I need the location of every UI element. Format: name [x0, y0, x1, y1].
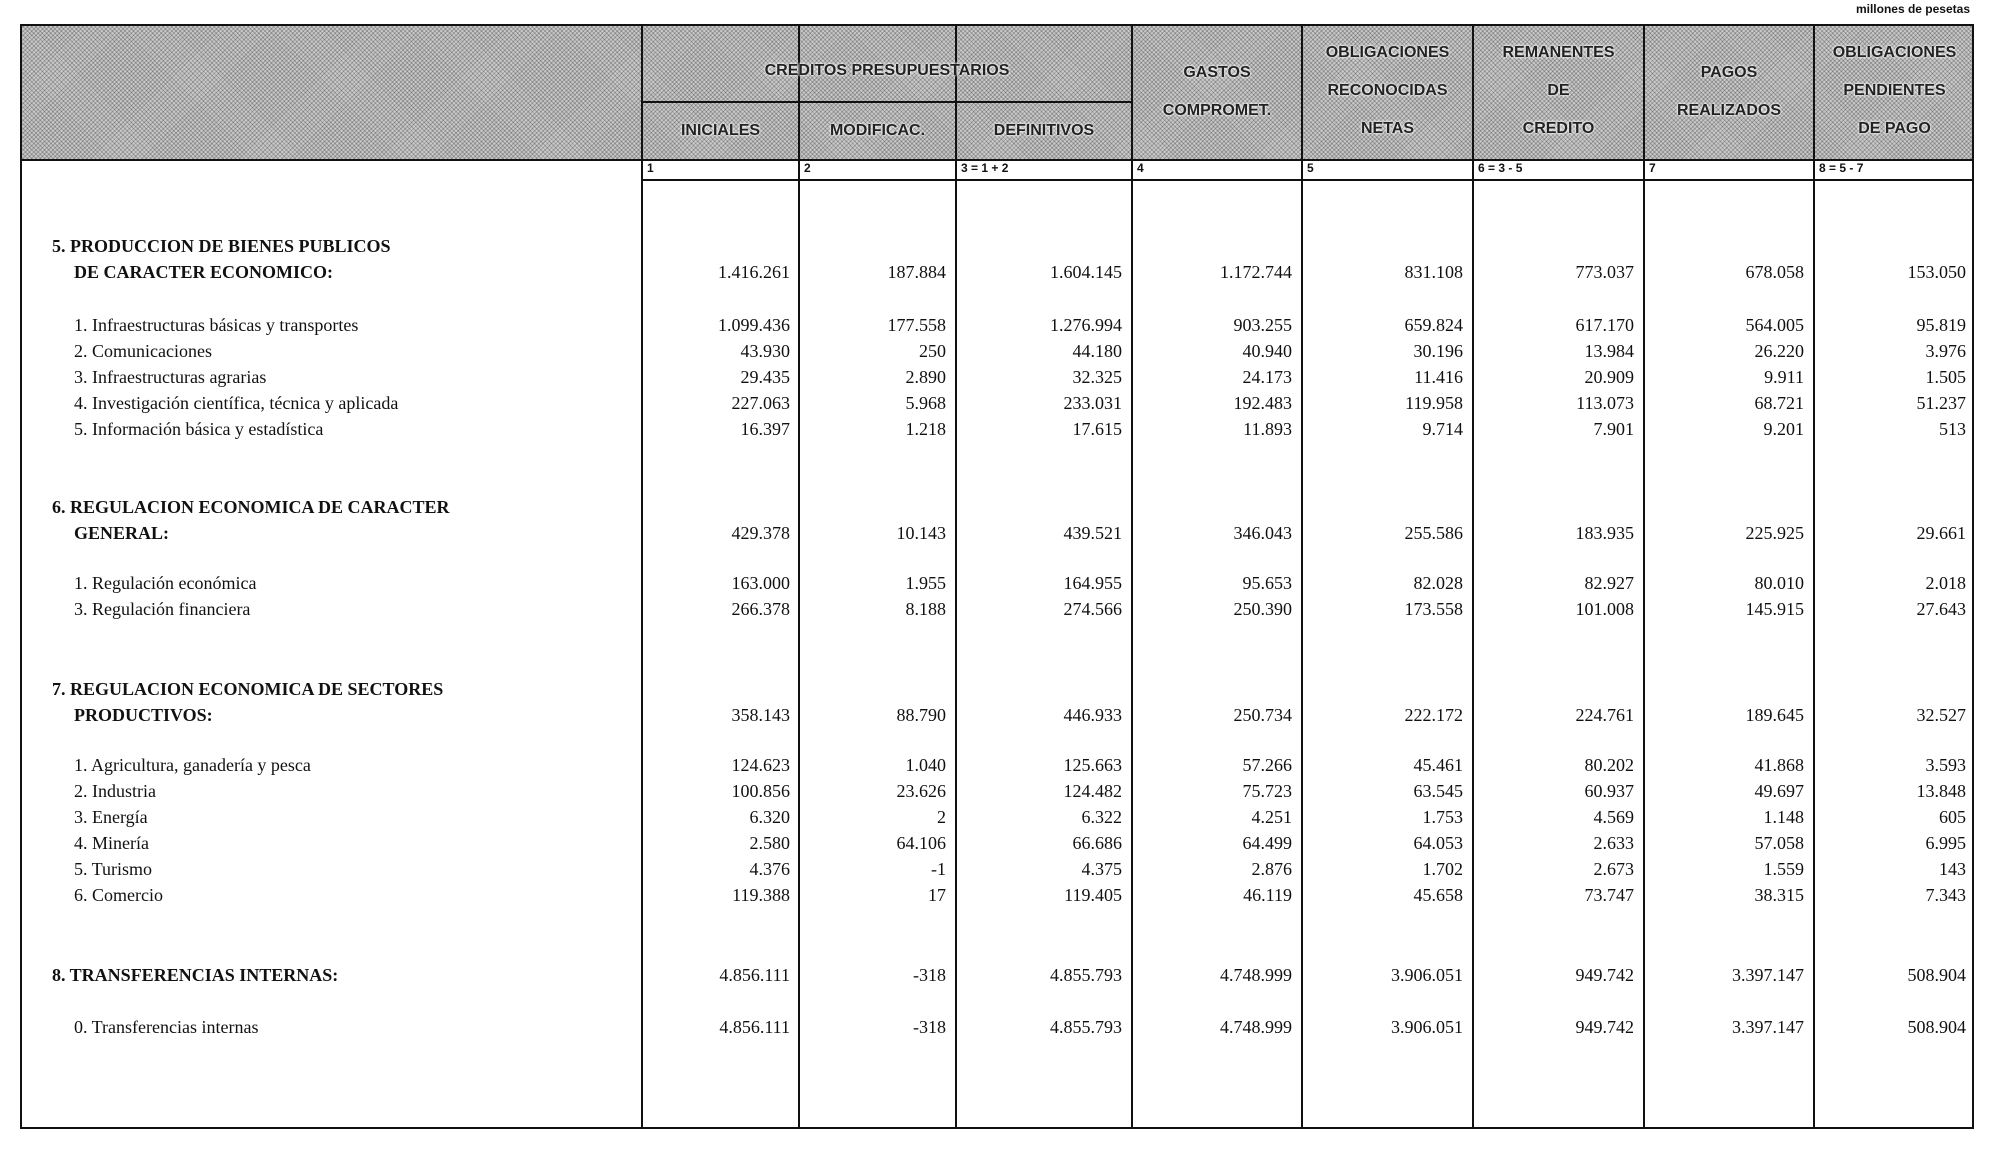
cell-value: 23.626: [896, 781, 946, 801]
row-label: 5. Información básica y estadística: [74, 419, 324, 439]
cell-value: 224.761: [1575, 705, 1634, 725]
column-number-6: 6 = 3 - 5: [1478, 161, 1523, 175]
cell-value: 446.933: [1063, 705, 1122, 725]
row-label: 1. Infraestructuras básicas y transportes: [74, 315, 359, 335]
cell-value: 1.218: [905, 419, 946, 439]
cell-value: 3.976: [1925, 341, 1966, 361]
cell-value: 678.058: [1745, 262, 1804, 282]
cell-value: 225.925: [1745, 523, 1804, 543]
cell-value: -1: [931, 859, 946, 879]
cell-value: 4.748.999: [1220, 965, 1292, 985]
cell-value: 4.855.793: [1050, 1017, 1122, 1037]
cell-value: 1.559: [1763, 859, 1804, 879]
cell-value: 17: [928, 885, 946, 905]
cell-value: 439.521: [1063, 523, 1122, 543]
table-row: [0, 259, 2000, 285]
cell-value: 1.099.436: [718, 315, 790, 335]
cell-value: 189.645: [1745, 705, 1804, 725]
row-label: 1. Regulación económica: [74, 573, 257, 593]
cell-value: 64.499: [1242, 833, 1292, 853]
row-label: 2. Industria: [74, 781, 156, 801]
cell-value: 17.615: [1072, 419, 1122, 439]
cell-value: 2.633: [1593, 833, 1634, 853]
cell-value: 2.580: [749, 833, 790, 853]
cell-value: 66.686: [1072, 833, 1122, 853]
table-row: [0, 882, 2000, 908]
row-label: 6. Comercio: [74, 885, 163, 905]
table-row: [0, 752, 2000, 778]
cell-value: 2.673: [1593, 859, 1634, 879]
cell-value: 227.063: [731, 393, 790, 413]
cell-value: 187.884: [887, 262, 946, 282]
cell-value: 153.050: [1907, 262, 1966, 282]
cell-value: 4.856.111: [719, 965, 790, 985]
cell-value: 4.856.111: [719, 1017, 790, 1037]
column-number-2: 2: [804, 161, 811, 175]
column-number-1: 1: [647, 161, 654, 175]
header-oblig-line1: OBLIGACIONES: [1325, 44, 1450, 61]
cell-value: 119.405: [1064, 885, 1122, 905]
cell-value: 1.148: [1763, 807, 1804, 827]
cell-value: 831.108: [1404, 262, 1463, 282]
cell-value: 233.031: [1063, 393, 1122, 413]
cell-value: 1.172.744: [1220, 262, 1292, 282]
cell-value: 95.819: [1916, 315, 1966, 335]
row-label: GENERAL:: [74, 523, 170, 543]
header-obligaciones-reconocidas: [1303, 34, 1472, 148]
cell-value: 605: [1939, 807, 1966, 827]
cell-value: 4.569: [1593, 807, 1634, 827]
cell-value: 26.220: [1754, 341, 1804, 361]
cell-value: 3.397.147: [1732, 1017, 1804, 1037]
cell-value: 57.058: [1754, 833, 1804, 853]
cell-value: 177.558: [887, 315, 946, 335]
cell-value: 75.723: [1242, 781, 1292, 801]
cell-value: 51.237: [1916, 393, 1966, 413]
table-row: [0, 778, 2000, 804]
cell-value: 44.180: [1072, 341, 1122, 361]
cell-value: 82.028: [1413, 573, 1463, 593]
cell-value: 903.255: [1233, 315, 1292, 335]
row-label: 2. Comunicaciones: [74, 341, 212, 361]
header-pend-line3: DE PAGO: [1858, 120, 1931, 137]
row-label: 5. PRODUCCION DE BIENES PUBLICOS: [52, 236, 391, 256]
cell-value: 2.890: [905, 367, 946, 387]
header-oblig-line2: RECONOCIDAS: [1327, 82, 1448, 99]
cell-value: 773.037: [1575, 262, 1634, 282]
cell-value: -318: [913, 965, 946, 985]
cell-value: 124.623: [731, 755, 790, 775]
row-label: 8. TRANSFERENCIAS INTERNAS:: [52, 965, 339, 985]
cell-value: 255.586: [1404, 523, 1463, 543]
header-reman-line1: REMANENTES: [1502, 44, 1615, 61]
cell-value: 183.935: [1575, 523, 1634, 543]
table-row: [0, 570, 2000, 596]
table-row: [0, 1014, 2000, 1040]
cell-value: 38.315: [1754, 885, 1804, 905]
cell-value: 119.958: [1405, 393, 1463, 413]
cell-value: 24.173: [1242, 367, 1292, 387]
cell-value: 27.643: [1916, 599, 1966, 619]
cell-value: 6.322: [1081, 807, 1122, 827]
cell-value: 119.388: [732, 885, 790, 905]
table-row: [0, 962, 2000, 988]
table-row: [0, 804, 2000, 830]
cell-value: 222.172: [1404, 705, 1463, 725]
cell-value: 9.714: [1422, 419, 1463, 439]
table-row: [0, 338, 2000, 364]
header-pagos-line1: PAGOS: [1700, 64, 1758, 81]
table-row: [0, 702, 2000, 728]
cell-value: 2.018: [1925, 573, 1966, 593]
header-remanentes-credito: [1474, 34, 1643, 148]
cell-value: 80.202: [1584, 755, 1634, 775]
table-row: [0, 233, 2000, 259]
row-label: 6. REGULACION ECONOMICA DE CARACTER: [52, 497, 450, 517]
header-gastos-comprometidos: [1133, 54, 1301, 130]
column-number-7: 7: [1649, 161, 1656, 175]
cell-value: 266.378: [731, 599, 790, 619]
table-row: [0, 494, 2000, 520]
cell-value: 617.170: [1575, 315, 1634, 335]
cell-value: 6.320: [749, 807, 790, 827]
row-label: 4. Investigación científica, técnica y aplicada: [74, 393, 399, 413]
cell-value: 41.868: [1754, 755, 1804, 775]
cell-value: 11.416: [1414, 367, 1463, 387]
cell-value: 45.658: [1413, 885, 1463, 905]
table-row: [0, 676, 2000, 702]
header-obligaciones-pendientes: [1815, 34, 1974, 148]
cell-value: 64.053: [1413, 833, 1463, 853]
cell-value: 6.995: [1925, 833, 1966, 853]
cell-value: -318: [913, 1017, 946, 1037]
cell-value: 192.483: [1233, 393, 1292, 413]
cell-value: 143: [1939, 859, 1966, 879]
cell-value: 95.653: [1242, 573, 1292, 593]
header-pagos-realizados: [1645, 54, 1813, 130]
cell-value: 1.753: [1422, 807, 1463, 827]
cell-value: 3.593: [1925, 755, 1966, 775]
header-reman-line3: CREDITO: [1522, 120, 1595, 137]
cell-value: 2.876: [1251, 859, 1292, 879]
cell-value: 163.000: [731, 573, 790, 593]
cell-value: 46.119: [1243, 885, 1292, 905]
cell-value: 73.747: [1584, 885, 1634, 905]
row-label: 3. Energía: [74, 807, 148, 827]
cell-value: 125.663: [1063, 755, 1122, 775]
row-label: 5. Turismo: [74, 859, 153, 879]
cell-value: 1.702: [1422, 859, 1463, 879]
header-pagos-line2: REALIZADOS: [1677, 102, 1781, 119]
row-label: 3. Regulación financiera: [74, 599, 251, 619]
row-label: PRODUCTIVOS:: [74, 705, 213, 725]
cell-value: 10.143: [896, 523, 946, 543]
cell-value: 8.188: [905, 599, 946, 619]
unit-note: millones de pesetas: [1855, 2, 1970, 16]
cell-value: 88.790: [896, 705, 946, 725]
cell-value: 4.375: [1081, 859, 1122, 879]
creditos-group-rule: [641, 101, 1131, 103]
cell-value: 358.143: [731, 705, 790, 725]
header-gastos-line1: GASTOS: [1183, 64, 1251, 81]
cell-value: 5.968: [905, 393, 946, 413]
cell-value: 7.343: [1925, 885, 1966, 905]
cell-value: 13.984: [1584, 341, 1634, 361]
row-label: 0. Transferencias internas: [74, 1017, 259, 1037]
cell-value: 1.040: [905, 755, 946, 775]
cell-value: 250.734: [1233, 705, 1292, 725]
table-row: [0, 830, 2000, 856]
cell-value: 274.566: [1063, 599, 1122, 619]
cell-value: 250: [919, 341, 946, 361]
column-number-5: 5: [1307, 161, 1314, 175]
cell-value: 101.008: [1575, 599, 1634, 619]
cell-value: 949.742: [1575, 1017, 1634, 1037]
header-reman-line2: DE: [1547, 82, 1570, 99]
cell-value: 564.005: [1745, 315, 1804, 335]
header-oblig-line3: NETAS: [1360, 120, 1415, 137]
row-label: DE CARACTER ECONOMICO:: [74, 262, 334, 282]
cell-value: 1.955: [905, 573, 946, 593]
cell-value: 3.906.051: [1391, 1017, 1463, 1037]
column-number-4: 4: [1137, 161, 1144, 175]
header-creditos-presupuestarios: CREDITOS PRESUPUESTARIOS: [764, 62, 1010, 79]
cell-value: 1.276.994: [1050, 315, 1122, 335]
cell-value: 508.904: [1907, 1017, 1966, 1037]
table-row: [0, 856, 2000, 882]
row-label: 4. Minería: [74, 833, 149, 853]
cell-value: 145.915: [1745, 599, 1804, 619]
cell-value: 57.266: [1242, 755, 1292, 775]
header-pend-line1: OBLIGACIONES: [1832, 44, 1957, 61]
column-number-rule: [641, 179, 1974, 181]
cell-value: 1.604.145: [1050, 262, 1122, 282]
column-number-8: 8 = 5 - 7: [1819, 161, 1864, 175]
cell-value: 429.378: [731, 523, 790, 543]
cell-value: 250.390: [1233, 599, 1292, 619]
cell-value: 20.909: [1584, 367, 1634, 387]
cell-value: 63.545: [1413, 781, 1463, 801]
cell-value: 13.848: [1916, 781, 1966, 801]
cell-value: 40.940: [1242, 341, 1292, 361]
cell-value: 9.911: [1764, 367, 1804, 387]
cell-value: 1.505: [1925, 367, 1966, 387]
cell-value: 7.901: [1593, 419, 1634, 439]
cell-value: 30.196: [1413, 341, 1463, 361]
cell-value: 29.661: [1916, 523, 1966, 543]
cell-value: 173.558: [1404, 599, 1463, 619]
cell-value: 2: [937, 807, 946, 827]
cell-value: 43.930: [740, 341, 790, 361]
header-gastos-line2: COMPROMET.: [1162, 102, 1272, 119]
cell-value: 949.742: [1575, 965, 1634, 985]
header-pend-line2: PENDIENTES: [1843, 82, 1946, 99]
cell-value: 659.824: [1404, 315, 1463, 335]
table-row: [0, 390, 2000, 416]
cell-value: 3.906.051: [1391, 965, 1463, 985]
row-label: 7. REGULACION ECONOMICA DE SECTORES: [52, 679, 444, 699]
cell-value: 4.748.999: [1220, 1017, 1292, 1037]
header-iniciales: INICIALES: [680, 122, 761, 139]
cell-value: 45.461: [1413, 755, 1463, 775]
table-row: [0, 596, 2000, 622]
cell-value: 124.482: [1063, 781, 1122, 801]
cell-value: 1.416.261: [718, 262, 790, 282]
header-definitivos: DEFINITIVOS: [993, 122, 1095, 139]
table-row: [0, 364, 2000, 390]
cell-value: 3.397.147: [1732, 965, 1804, 985]
row-label: 1. Agricultura, ganadería y pesca: [74, 755, 311, 775]
cell-value: 29.435: [740, 367, 790, 387]
cell-value: 60.937: [1584, 781, 1634, 801]
cell-value: 4.251: [1251, 807, 1292, 827]
cell-value: 49.697: [1754, 781, 1804, 801]
cell-value: 4.376: [749, 859, 790, 879]
cell-value: 80.010: [1754, 573, 1804, 593]
cell-value: 82.927: [1584, 573, 1634, 593]
cell-value: 32.325: [1072, 367, 1122, 387]
table-row: [0, 520, 2000, 546]
cell-value: 513: [1939, 419, 1966, 439]
header-modificac: MODIFICAC.: [829, 122, 926, 139]
cell-value: 164.955: [1063, 573, 1122, 593]
table-row: [0, 416, 2000, 442]
table-row: [0, 312, 2000, 338]
cell-value: 508.904: [1907, 965, 1966, 985]
cell-value: 346.043: [1233, 523, 1292, 543]
row-label: 3. Infraestructuras agrarias: [74, 367, 267, 387]
cell-value: 9.201: [1763, 419, 1804, 439]
cell-value: 64.106: [896, 833, 946, 853]
column-number-3: 3 = 1 + 2: [961, 161, 1009, 175]
cell-value: 100.856: [731, 781, 790, 801]
cell-value: 68.721: [1754, 393, 1804, 413]
cell-value: 16.397: [740, 419, 790, 439]
cell-value: 113.073: [1576, 393, 1634, 413]
cell-value: 4.855.793: [1050, 965, 1122, 985]
cell-value: 11.893: [1243, 419, 1292, 439]
cell-value: 32.527: [1916, 705, 1966, 725]
